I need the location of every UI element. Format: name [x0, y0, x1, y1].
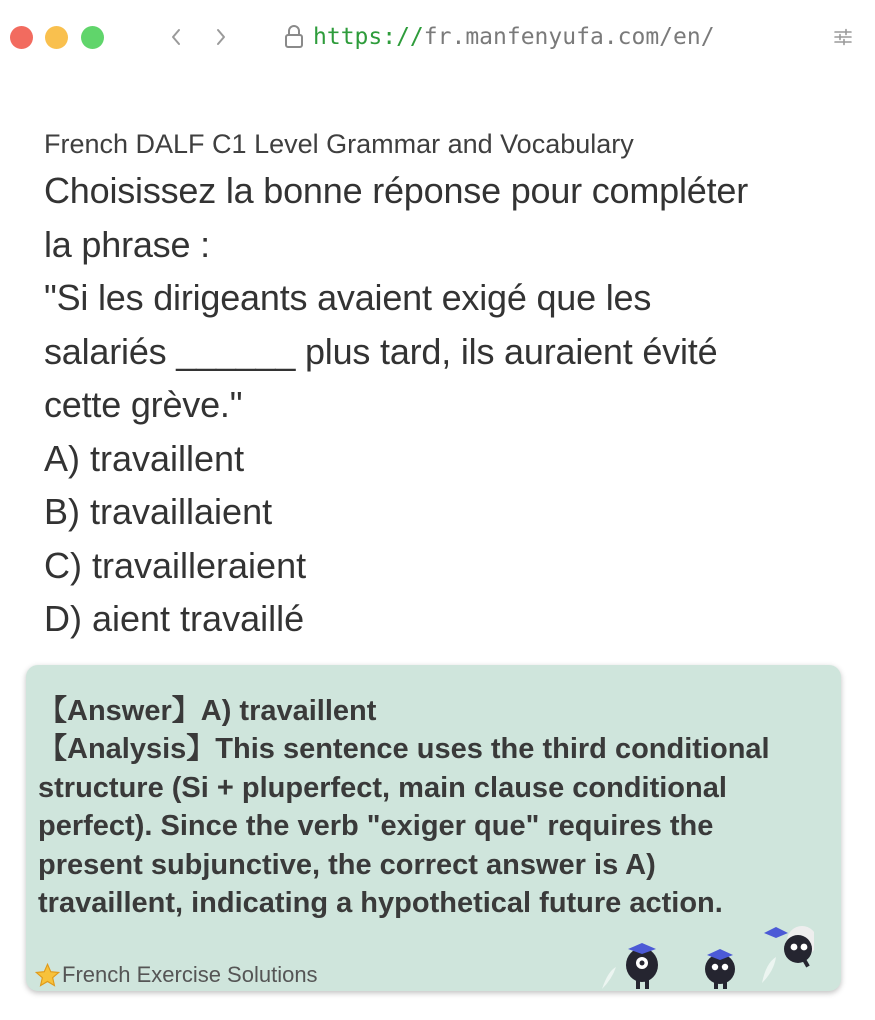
question-line: Choisissez la bonne réponse pour compléter: [44, 170, 749, 211]
back-icon: [170, 28, 182, 46]
option-c: C) travailleraient: [44, 544, 307, 586]
close-window-button[interactable]: [10, 26, 33, 49]
question-line: cette grève.": [44, 384, 243, 425]
maximize-window-button[interactable]: [81, 26, 104, 49]
exercise-category: French DALF C1 Level Grammar and Vocabulary: [44, 129, 634, 159]
browser-titlebar: [0, 0, 875, 76]
url-scheme: https://: [313, 24, 424, 50]
analysis-line: present subjunctive, the correct answer is A): [38, 848, 656, 881]
address-bar[interactable]: [313, 22, 715, 52]
forward-button[interactable]: [207, 22, 235, 52]
footer-text: French Exercise Solutions: [62, 962, 318, 987]
question-text: [44, 164, 844, 432]
minimize-window-button[interactable]: [45, 26, 68, 49]
answer-card: [26, 665, 841, 991]
analysis-line: structure (Si + pluperfect, main clause conditional: [38, 771, 727, 804]
lock-icon: [284, 24, 304, 50]
back-button[interactable]: [162, 22, 190, 52]
answer-analysis: [38, 692, 838, 922]
star-icon: [34, 962, 61, 989]
url-path: fr.manfenyufa.com/en/: [423, 24, 715, 50]
settings-sliders-icon[interactable]: [832, 26, 854, 48]
answer-line: 【Answer】A) travaillent: [38, 695, 377, 727]
analysis-line: travaillent, indicating a hypothetical future action.: [38, 887, 723, 920]
option-a: A) travaillent: [44, 437, 245, 479]
footer-label: [34, 960, 318, 990]
question-line: la phrase :: [44, 223, 210, 265]
option-b: B) travaillaient: [44, 491, 273, 532]
analysis-line: 【Analysis】This sentence uses the third conditional: [38, 733, 770, 766]
answer-options: [44, 432, 844, 646]
forward-icon: [215, 28, 227, 46]
graduation-mascots-icon: [574, 919, 814, 991]
option-d: D) aient travaillé: [44, 598, 305, 639]
exercise-content: [44, 124, 844, 646]
analysis-line: perfect). Since the verb "exiger que" requires the: [38, 810, 714, 843]
question-line: "Si les dirigeants avaient exigé que les: [44, 277, 652, 318]
question-line: salariés ______ plus tard, ils auraient évité: [44, 330, 718, 372]
